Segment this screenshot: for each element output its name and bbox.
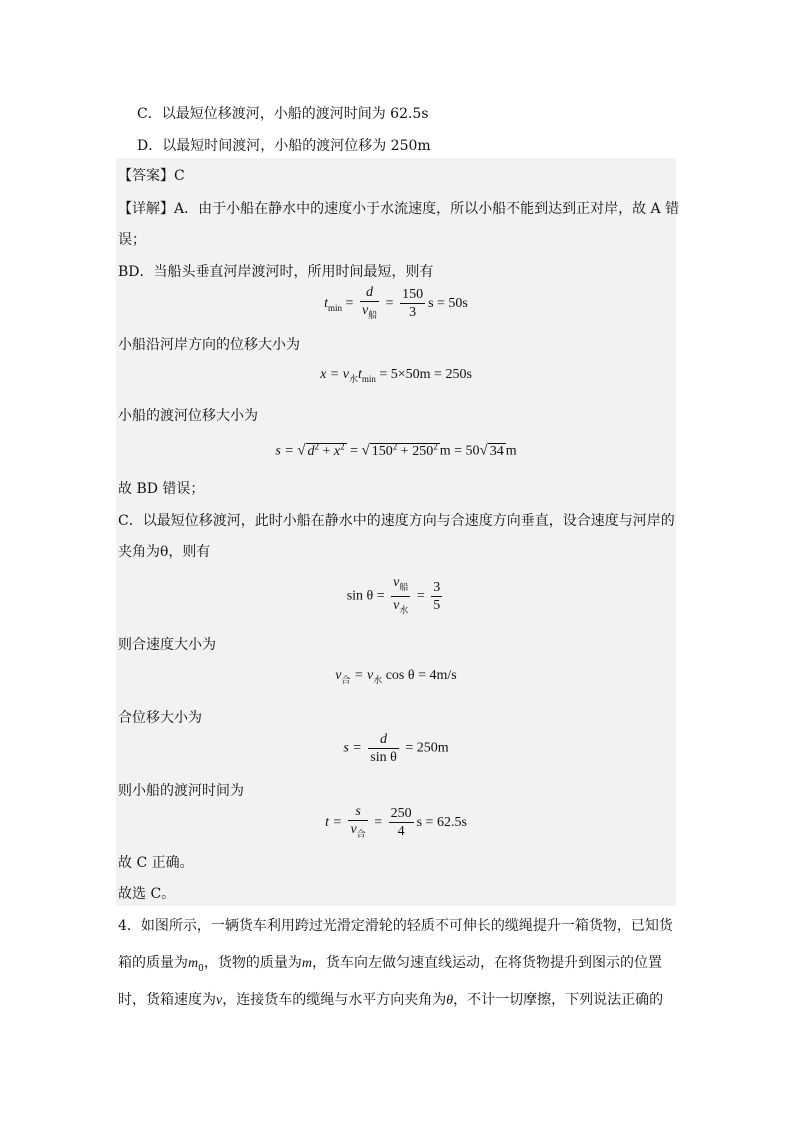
option-c: C．以最短位移渡河，小船的渡河时间为 62.5s	[137, 106, 429, 122]
bd-wrong: 故 BD 错误；	[118, 481, 205, 497]
q4-line1: 4．如图所示，一辆货车利用跨过光滑定滑轮的轻质不可伸长的缆绳提升一箱货物，已知货	[118, 918, 673, 934]
answer-label: 【答案】C	[118, 168, 185, 184]
q4-line2: 箱的质量为$m_0$，货物的质量为m，货车向左做匀速直线运动，在将货物提升到图示的位置	[118, 955, 662, 974]
explain-head: 【详解】A．由于小船在静水中的速度小于水流速度，所以小船不能到达到正对岸，故 A 错	[118, 201, 680, 217]
equation-resultant-v: $v_合 = v_水$ cos θ = 4m/s	[335, 668, 457, 685]
bd-intro: BD．当船头垂直河岸渡河时，所用时间最短，则有	[118, 264, 434, 280]
equation-min-time: $t_{min}$ = $\frac{d}{v_船}$ = $\frac{150}{3}$ s = 50s	[324, 285, 468, 321]
equation-displacement: s = √ $d^2 + x^2$ = √ $150^2 + 250^2$ m = 50√ 34 m	[275, 441, 517, 459]
equation-sin-theta: sin θ = $\frac{v_船}{v_水}$ = $\frac{3}{5}$	[346, 575, 441, 615]
q4-line3: 时，货箱速度为v，连接货车的缆绳与水平方向夹角为θ，不计一切摩擦，下列说法正确的	[118, 992, 664, 1008]
resultant-s-text: 合位移大小为	[118, 710, 202, 726]
c-right: 故 C 正确。	[118, 855, 194, 871]
c-intro: C．以最短位移渡河，此时小船在静水中的速度方向与合速度方向垂直，设合速度与河岸的	[118, 513, 675, 529]
displacement-text: 小船的渡河位移大小为	[118, 408, 258, 424]
explain-head2: 误；	[118, 232, 146, 248]
option-d: D．以最短时间渡河，小船的渡河位移为 250m	[137, 138, 431, 154]
along-bank-text: 小船沿河岸方向的位移大小为	[118, 337, 300, 353]
resultant-v-text: 则合速度大小为	[118, 637, 216, 653]
equation-resultant-s: s = $\frac{d}{\text{sin θ}}$ = 250m	[343, 732, 449, 765]
equation-along-bank: $x = v_水t_{min} = 5\times 50m = 250s$	[320, 367, 472, 384]
choose-c: 故选 C。	[118, 886, 176, 902]
c-intro2: 夹角为θ，则有	[118, 544, 211, 560]
time-text: 则小船的渡河时间为	[118, 783, 244, 799]
equation-time: t = $\frac{s}{v_合}$ = $\frac{250}{4}$ s = 62.5s	[325, 804, 467, 840]
